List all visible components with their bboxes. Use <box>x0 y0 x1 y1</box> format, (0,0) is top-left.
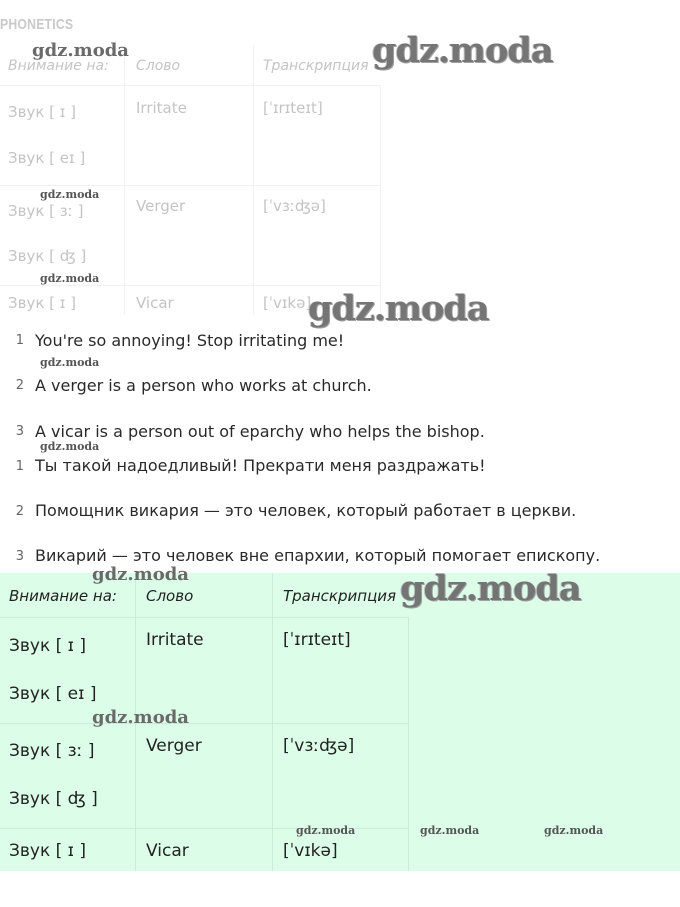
sound-cell: Звук [ ɪ ] <box>9 636 87 656</box>
watermark: gdz.moda <box>92 707 189 728</box>
divider <box>0 723 408 724</box>
sound-cell: Звук [ ɪ ] <box>9 841 87 861</box>
divider <box>0 285 380 286</box>
watermark: gdz.moda <box>40 272 100 285</box>
sound-cell: Звук [ ɪ ] <box>8 294 76 312</box>
watermark: gdz.moda <box>40 188 100 201</box>
word-cell: Irritate <box>146 630 204 650</box>
column-header: Транскрипция <box>283 587 397 605</box>
watermark: gdz.moda <box>308 288 489 329</box>
item-number: 2 <box>15 504 24 519</box>
transcription-cell: [ˈɪrɪteɪt] <box>283 630 351 650</box>
watermark: gdz.moda <box>32 40 129 61</box>
transcription-cell: [ˈvɪkə] <box>283 841 338 861</box>
sound-cell: Звук [ eɪ ] <box>8 149 86 167</box>
column-header: Внимание на: <box>9 587 117 605</box>
column-header: Слово <box>146 587 194 605</box>
divider <box>124 45 125 315</box>
transcription-cell: [ˈvɜːʤə] <box>283 736 355 756</box>
divider <box>380 85 381 315</box>
item-number: 1 <box>15 459 24 474</box>
divider <box>253 45 254 315</box>
watermark: gdz.moda <box>296 824 356 837</box>
word-cell: Verger <box>136 197 186 215</box>
sound-cell: Звук [ ɜː ] <box>8 202 84 220</box>
watermark: gdz.moda <box>40 356 100 369</box>
sentence-text: Ты такой надоедливый! Прекрати меня раздражать! <box>35 456 486 475</box>
column-header: Внимание на: <box>8 58 109 74</box>
sentence-text: You're so annoying! Stop irritating me! <box>35 331 345 350</box>
sound-cell: Звук [ ʤ ] <box>8 247 87 265</box>
column-header: Слово <box>136 58 181 74</box>
divider <box>272 573 273 871</box>
sentence-text: Помощник викария — это человек, который работает в церкви. <box>35 501 577 520</box>
sentence-text: A vicar is a person out of eparchy who helps the bishop. <box>35 422 485 441</box>
item-number: 1 <box>15 333 24 348</box>
column-header: Транскрипция <box>263 58 369 74</box>
word-cell: Vicar <box>136 294 174 312</box>
item-number: 3 <box>15 424 24 439</box>
watermark: gdz.moda <box>92 564 189 585</box>
transcription-cell: [ˈvɜːʤə] <box>263 197 326 215</box>
section-title: PHONETICS <box>0 16 74 33</box>
sound-cell: Звук [ ʤ ] <box>9 789 98 809</box>
word-cell: Verger <box>146 736 202 756</box>
sentence-text: Викарий — это человек вне епархии, который помогает епископу. <box>35 546 601 565</box>
sound-cell: Звук [ eɪ ] <box>9 684 97 704</box>
watermark: gdz.moda <box>544 824 604 837</box>
item-number: 2 <box>15 378 24 393</box>
sound-cell: Звук [ ɪ ] <box>8 103 76 121</box>
item-number: 3 <box>15 549 24 564</box>
watermark: gdz.moda <box>420 824 480 837</box>
sentence-text: A verger is a person who works at church. <box>35 376 372 395</box>
word-cell: Vicar <box>146 841 189 861</box>
sound-cell: Звук [ ɜː ] <box>9 741 95 761</box>
divider <box>0 185 380 186</box>
transcription-cell: [ˈɪrɪteɪt] <box>263 99 323 117</box>
divider <box>408 617 409 871</box>
watermark: gdz.moda <box>40 440 100 453</box>
transcription-cell: [ˈvɪkə] <box>263 294 312 312</box>
watermark: gdz.moda <box>372 30 553 71</box>
divider <box>0 617 408 618</box>
watermark: gdz.moda <box>400 568 581 609</box>
divider <box>0 85 380 86</box>
word-cell: Irritate <box>136 99 187 117</box>
